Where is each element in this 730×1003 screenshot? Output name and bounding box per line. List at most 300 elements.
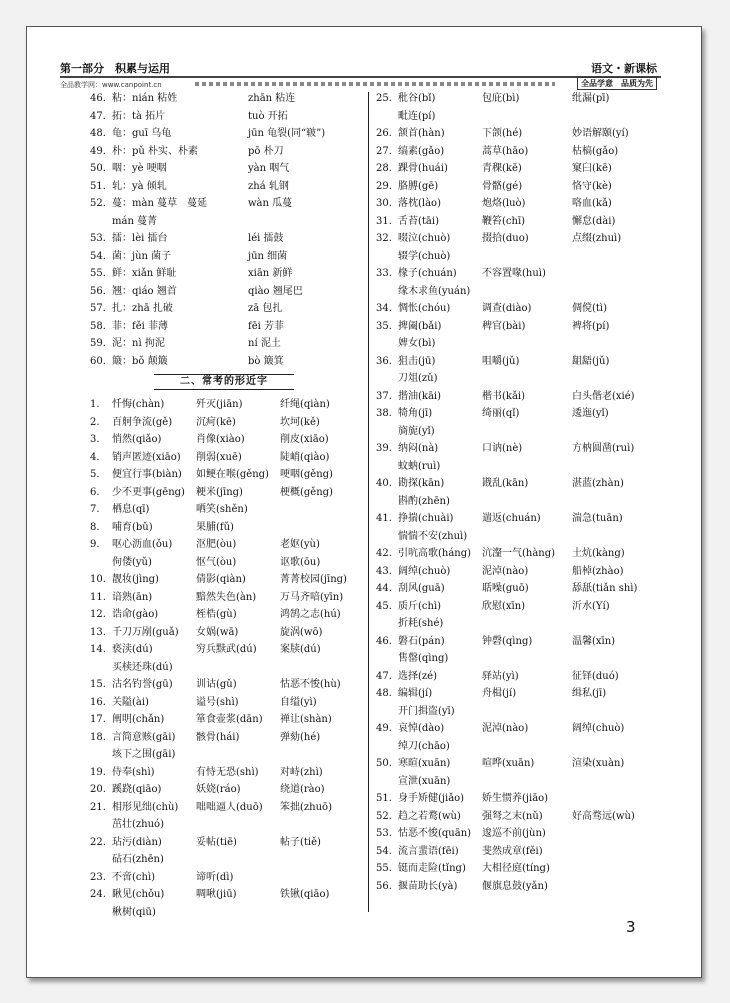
entry-word: 身手矫健(jiǎo) [398, 793, 465, 804]
entry [376, 353, 664, 388]
entry-number: 8. [90, 521, 100, 533]
entry-line [112, 265, 362, 283]
entry-line [112, 571, 362, 589]
entry-line [398, 440, 664, 458]
entry-word: 便宜行事(biàn) [112, 469, 182, 480]
entry-word: léi 擂鼓 [248, 233, 284, 244]
entry-line [398, 458, 664, 476]
entry-word: 帖子(tiě) [280, 836, 321, 848]
entry-word: 少不更事(gēng) [112, 486, 185, 498]
entry-number: 26. [376, 128, 392, 139]
entry-word: 讴歌(ōu) [280, 556, 321, 568]
entry-number: 54． [90, 250, 113, 262]
entry-number: 59． [90, 338, 113, 349]
entry [90, 396, 362, 414]
entry-word: 钟磬(qìng) [482, 635, 533, 647]
entry-word: 寒暄(xuān) [398, 758, 451, 769]
entry-word: 笨拙(zhuō) [280, 801, 332, 813]
entry-line [398, 423, 664, 441]
entry [376, 388, 664, 406]
entry-word: 胳膊(gē) [398, 180, 439, 192]
entry-number: 51. [376, 793, 392, 804]
entry-line [112, 676, 362, 694]
entry-word: 鞭笞(chī) [482, 215, 526, 227]
subject-label: 语文・新课标 [591, 62, 657, 75]
entry-line [398, 405, 664, 423]
entry-line [112, 195, 362, 213]
entry [90, 519, 362, 537]
entry-word: 点缀(zhuì) [572, 233, 622, 244]
entry-number: 54. [376, 845, 392, 857]
entry [90, 160, 362, 178]
entry-word: 楷书(kǎi) [482, 390, 526, 402]
entry-line [112, 431, 362, 449]
entry-word: 菁菁校园(jīng) [280, 574, 347, 585]
entry-word: 揩油(kāi) [398, 390, 442, 402]
entry-number: 20. [90, 784, 106, 795]
entry-line [398, 598, 664, 616]
entry [376, 720, 664, 755]
entry-number: 14. [90, 644, 106, 655]
entry-word: 聒噪(guō) [482, 583, 529, 594]
entry-number: 6. [90, 486, 100, 498]
entry-word: 秕谷(bǐ) [398, 93, 436, 104]
entry [376, 160, 664, 178]
entry-line [112, 283, 362, 301]
entry-word: 踝骨(huái) [398, 163, 448, 174]
entry-word: 对峙(zhì) [280, 766, 323, 778]
entry-word: 沉疴(kē) [196, 416, 236, 428]
entry-line [398, 108, 664, 126]
entry-word: 靓妆(jìng) [112, 574, 159, 585]
entry-number: 18. [90, 731, 106, 743]
entry-word: 黯然失色(àn) [196, 591, 257, 603]
entry-line [398, 475, 664, 493]
entry-line [398, 300, 664, 318]
entry-word: 缉私(jī) [572, 688, 607, 699]
entry-word: 关隘(ài) [112, 696, 149, 708]
entry-number: 55. [376, 863, 392, 874]
entry-word: 咽：yè 哽咽 [112, 163, 167, 174]
entry-line [112, 178, 362, 196]
entry-line [398, 353, 664, 371]
entry-word: 粘：nián 粘姓 [112, 93, 178, 104]
entry-line [112, 90, 362, 108]
entry-word: 呕心沥血(ǒu) [112, 539, 173, 550]
entry-word: 揠苗助长(yà) [398, 880, 458, 892]
entry-word: 好高骛远(wù) [572, 810, 635, 822]
entry-word: 啜泣(chuò) [398, 233, 451, 244]
entry [90, 353, 362, 371]
entry-number: 47. [376, 670, 392, 682]
entry-line [398, 283, 664, 301]
entry [90, 143, 362, 161]
entry-word: 勘探(kān) [398, 478, 445, 489]
entry-line [112, 300, 362, 318]
entry-number: 31. [376, 215, 392, 227]
entry-word: 梗概(gěng) [280, 486, 333, 498]
entry-word: 沽名钓誉(gū) [112, 679, 173, 690]
entry-word: bò 簸箕 [248, 355, 284, 367]
entry-line [398, 703, 664, 721]
entry-word: 老妪(yù) [280, 539, 320, 550]
entry-number: 23. [90, 871, 106, 883]
column-divider [368, 92, 369, 912]
entry-line [112, 834, 362, 852]
entry [376, 318, 664, 353]
entry-word: 下颌(hé) [482, 128, 523, 139]
entry-line [112, 125, 362, 143]
entry-line [112, 519, 362, 537]
entry [376, 878, 664, 896]
entry [376, 563, 664, 581]
entry-number: 48． [90, 128, 113, 139]
entry [90, 335, 362, 353]
entry-number: 45. [376, 600, 392, 612]
entry-word: yàn 咽气 [248, 163, 290, 174]
entry-number: 34. [376, 303, 392, 314]
entry-word: 女娲(wā) [196, 626, 239, 638]
entry-word: 扎：zhā 扎破 [112, 303, 173, 314]
entry-word: 旖旎(yǐ) [398, 425, 435, 437]
entry-number: 9. [90, 539, 100, 550]
entry-word: 茁壮(zhuó) [112, 819, 164, 830]
entry-word: 倜傥(tì) [572, 303, 608, 314]
entry-word: mán 蔓菁 [112, 215, 158, 227]
entry-number: 4. [90, 451, 100, 463]
entry-word: qiào 翘尾巴 [248, 285, 303, 297]
entry [376, 860, 664, 878]
entry-word: 栖息(qī) [112, 504, 150, 515]
entry [90, 178, 362, 196]
entry-line [112, 816, 362, 834]
entry-word: 绕道(rào) [280, 784, 325, 795]
entry-word: 磐石(pán) [398, 635, 445, 647]
entry-number: 30. [376, 198, 392, 209]
page-header [60, 30, 661, 89]
entry-number: 10. [90, 574, 106, 585]
entry-number: 21. [90, 801, 106, 813]
entry-line [398, 178, 664, 196]
entry [90, 834, 362, 869]
entry-word: 不啻(chì) [112, 871, 156, 883]
entry-word: 削皮(xiāo) [280, 434, 329, 445]
entry-word: 妥帖(tiē) [196, 836, 237, 848]
entry-line [112, 248, 362, 266]
entry-word: 逡巡不前(jùn) [482, 828, 546, 839]
entry [376, 843, 664, 861]
entry-word: 诰命(gào) [112, 609, 159, 620]
entry [90, 248, 362, 266]
entry-line [112, 554, 362, 572]
entry-word: 旋涡(wō) [280, 626, 323, 638]
entry-word: 谛听(dì) [196, 871, 234, 883]
entry-word: 怄气(òu) [196, 556, 237, 568]
entry-word: 菲：fěi 菲薄 [112, 320, 168, 332]
entry-number: 37. [376, 390, 392, 402]
section-title: 二、常考的形近字 [154, 374, 294, 390]
entry-number: 19. [90, 766, 106, 778]
entry-line [398, 510, 664, 528]
entry-word: 渲染(xuàn) [572, 758, 625, 769]
entry-word: 温馨(xīn) [572, 635, 616, 647]
entry-word: 懈怠(dài) [572, 215, 616, 227]
entry [376, 143, 664, 161]
entry-word: 趋之若鹜(wù) [398, 810, 461, 822]
entry [90, 781, 362, 799]
entry-number: 50. [376, 758, 392, 769]
entry-word: 椽子(chuán) [398, 268, 457, 279]
entry-word: 娇生惯养(jiāo) [482, 793, 549, 804]
entry-word: 舟楫(jí) [482, 688, 517, 699]
entry-number: 46. [376, 635, 392, 647]
entry-line [398, 878, 664, 896]
entry-number: 28. [376, 163, 392, 174]
entry-word: 蚊蚋(ruì) [398, 460, 441, 472]
entry-word: 缟素(gǎo) [398, 145, 445, 157]
entry-word: 买椟还珠(dú) [112, 661, 173, 673]
entry-line [398, 265, 664, 283]
entry-number: 44. [376, 583, 392, 594]
entry-number: 36. [376, 355, 392, 367]
entry-word: 喧哗(xuān) [482, 758, 535, 769]
entry-word: 惆怅(chóu) [398, 303, 451, 314]
entry-line [112, 711, 362, 729]
entry-word: 大相径庭(tíng) [482, 863, 550, 874]
entry-word: 铁锹(qiāo) [280, 889, 330, 900]
entry-word: 欣慰(xīn) [482, 600, 526, 612]
entry [376, 230, 664, 265]
entry-word: 偃旗息鼓(yǎn) [482, 880, 548, 892]
entry-number: 12. [90, 609, 106, 620]
entry-line [398, 668, 664, 686]
entry-word: 怙恶不悛(quān) [398, 828, 472, 839]
entry-number: 35. [376, 320, 392, 332]
entry-line [112, 781, 362, 799]
entry-number: 2. [90, 416, 100, 428]
entry-word: 毗连(pí) [398, 110, 436, 122]
entry [90, 886, 362, 921]
entry [90, 195, 362, 230]
entry-number: 25. [376, 93, 392, 104]
entry [90, 729, 362, 764]
entry-word: 哀悼(dào) [398, 723, 445, 734]
entry-word: 菌：jùn 菌子 [112, 250, 172, 262]
entry-line [112, 606, 362, 624]
entry-number: 3. [90, 434, 100, 445]
entry-word: 哺育(bǔ) [112, 521, 153, 533]
entry-word: 泥淖(nào) [482, 565, 529, 577]
entry-word: 坎坷(kě) [280, 416, 320, 428]
part-title: 第一部分 积累与运用 [60, 62, 170, 75]
entry-word: 穷兵黩武(dú) [196, 644, 257, 655]
entry-word: 方枘圆凿(ruì) [572, 443, 635, 454]
entry-word: 咀嚼(jǔ) [482, 355, 520, 367]
entry [376, 195, 664, 213]
entry [90, 571, 362, 589]
entry-word: 相形见绌(chù) [112, 801, 179, 813]
entry-number: 7. [90, 504, 100, 515]
entry-number: 51． [90, 180, 113, 192]
entry-line [398, 755, 664, 773]
entry-word: 桎梏(gù) [196, 609, 237, 620]
entry-line [112, 396, 362, 414]
entry-word: tuò 开拓 [248, 110, 288, 122]
entry-word: 土炕(kàng) [572, 548, 625, 559]
entry-word: 稗官(bài) [482, 320, 526, 332]
entry-word: 削弱(xuē) [196, 451, 242, 463]
entry-word: 售罄(qìng) [398, 653, 449, 664]
header-rule [60, 76, 661, 78]
entry-word: 侍奉(shì) [112, 766, 155, 778]
entry-word: 沆瀣一气(hàng) [482, 548, 556, 559]
entry-word: 口讷(nè) [482, 443, 523, 454]
entry-word: zhá 轧钢 [248, 180, 289, 192]
entry-word: 百舸争流(gě) [112, 416, 173, 428]
entry-word: 哂笑(shěn) [196, 504, 248, 515]
entry-line [398, 213, 664, 231]
entry-line [112, 143, 362, 161]
entry-line [398, 563, 664, 581]
entry-line [398, 370, 664, 388]
entry [90, 641, 362, 676]
entry-line [398, 615, 664, 633]
entry-word: 舔舐(tiǎn shì) [572, 583, 638, 594]
entry [90, 501, 362, 519]
entry-word: 调查(diào) [482, 303, 532, 314]
entry-number: 1. [90, 399, 100, 410]
entry-word: 自缢(yì) [280, 696, 317, 708]
entry [376, 755, 664, 790]
entry-word: 陡峭(qiào) [280, 451, 330, 463]
entry-word: 开门揖盗(yī) [398, 705, 455, 717]
entry-word: 千刀万剐(guǎ) [112, 626, 179, 638]
entry-word: 纰漏(pī) [572, 93, 610, 104]
entry-word: 船棹(zhào) [572, 565, 624, 577]
entry-word: 亵渎(dú) [112, 644, 153, 655]
entry-line [398, 790, 664, 808]
entry-line [112, 160, 362, 178]
entry-word: 骨骼(gé) [482, 180, 523, 192]
entry-word: 强弩之末(nǔ) [482, 810, 543, 822]
entry-number: 57． [90, 303, 113, 314]
entry [90, 90, 362, 108]
entry-word: 瞅见(chǒu) [112, 889, 165, 900]
entry [90, 300, 362, 318]
entry-word: 征铎(duó) [572, 670, 619, 682]
entry-line [112, 335, 362, 353]
entry-line [112, 108, 362, 126]
entry [376, 668, 664, 686]
entry-word: 骸骨(hái) [196, 731, 240, 743]
entry-word: 窠臼(kē) [572, 163, 612, 174]
entry-line [112, 353, 362, 371]
entry [90, 265, 362, 283]
entry [376, 808, 664, 826]
entry-word: 龟：guī 乌龟 [112, 128, 172, 139]
entry-word: 肖像(xiào) [196, 434, 245, 445]
entry-word: 龃龉(jǔ) [572, 355, 610, 367]
entry-number: 38. [376, 408, 392, 419]
entry-number: 16. [90, 696, 106, 708]
entry [376, 790, 664, 808]
entry [90, 694, 362, 712]
entry-word: 鲜：xiǎn 鲜耻 [112, 268, 177, 279]
entry-line [112, 484, 362, 502]
entry-word: 忏悔(chàn) [112, 399, 165, 410]
brand-logo: 全品学意 品质为先 [577, 77, 657, 90]
entry-word: xiān 新鲜 [248, 268, 293, 279]
entry-word: 包庇(bì) [482, 93, 520, 104]
entry-word: zā 包扎 [248, 303, 283, 314]
entry-number: 52. [376, 810, 392, 822]
entry-number: 33. [376, 268, 392, 279]
entry-word: 白头偕老(xié) [572, 390, 635, 402]
entry-word: 玷污(diàn) [112, 836, 162, 848]
entry-word: 纤绳(qiàn) [280, 399, 330, 410]
entry-word: 沂水(Yí) [572, 600, 610, 612]
entry-word: ní 泥土 [248, 338, 281, 349]
entry-word: 禅让(shàn) [280, 714, 332, 725]
entry [376, 178, 664, 196]
entry-number: 42. [376, 548, 392, 559]
entry-number: 17. [90, 714, 106, 725]
entry [376, 475, 664, 510]
entry-line [112, 764, 362, 782]
entry-number: 60． [90, 355, 113, 367]
entry-word: 捭阖(bǎi) [398, 320, 442, 332]
entry-line [398, 738, 664, 756]
entry [376, 300, 664, 318]
entry [90, 431, 362, 449]
entry-word: 折耗(shé) [398, 618, 444, 629]
entry-word: 泥淖(nào) [482, 723, 529, 734]
entry-word: 咄咄逼人(duō) [196, 801, 263, 813]
entry-line [112, 466, 362, 484]
entry-word: 舌苔(tāi) [398, 215, 439, 227]
entry [376, 545, 664, 563]
entry-word: 弹劾(hé) [280, 731, 321, 743]
right-column [376, 90, 664, 895]
entry [90, 108, 362, 126]
entry-number: 41. [376, 513, 392, 524]
entry [376, 405, 664, 440]
entry-line [398, 860, 664, 878]
entry-word: 炮烙(luò) [482, 198, 526, 209]
entry-number: 48. [376, 688, 392, 699]
entry [376, 633, 664, 668]
entry-word: fēi 芳菲 [248, 320, 284, 332]
entry-word: 湍急(tuān) [572, 513, 623, 524]
entry-word: 缘木求鱼(yuán) [398, 285, 471, 297]
entry-word: 倩影(qiàn) [196, 574, 246, 585]
entry-number: 27. [376, 145, 392, 157]
entry-word: 刀俎(zǔ) [398, 373, 438, 384]
entry-number: 56. [376, 880, 392, 892]
entry [376, 580, 664, 598]
entry-word: 拓：tà 拓片 [112, 110, 166, 122]
entry-number: 43. [376, 565, 392, 577]
entry-word: 宣泄(xuān) [398, 775, 451, 787]
entry [376, 685, 664, 720]
entry-line [112, 213, 362, 231]
entry-word: 犄角(jī) [398, 408, 433, 419]
entry-word: 掇拾(duo) [482, 233, 529, 244]
entry [90, 764, 362, 782]
entry-word: 辍学(chuò) [398, 250, 451, 262]
entry-word: 流言蜚语(fēi) [398, 845, 459, 857]
entry-line [398, 90, 664, 108]
